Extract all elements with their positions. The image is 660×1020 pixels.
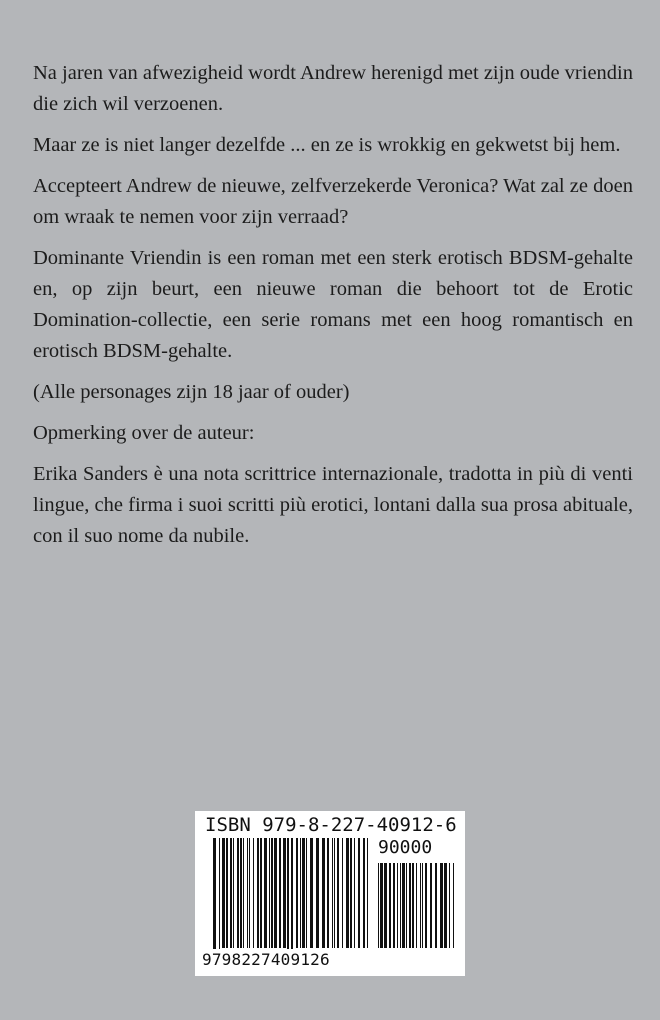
barcode-bar — [393, 863, 395, 948]
barcode-bar — [367, 838, 368, 948]
barcode-bar — [400, 863, 401, 948]
barcode-bar — [237, 838, 239, 948]
barcode-bar — [226, 838, 228, 948]
barcode-bar — [279, 838, 281, 948]
barcode-bar — [274, 838, 277, 948]
barcode-bar — [219, 838, 220, 958]
addon-barcode-bars — [378, 863, 456, 958]
price-code: 90000 — [378, 837, 433, 858]
barcode-bar — [409, 863, 411, 948]
barcode-bar — [435, 863, 437, 948]
barcode-bar — [453, 863, 454, 948]
barcode-bar — [230, 838, 232, 948]
barcode-bar — [260, 838, 262, 948]
author-note: Erika Sanders è una nota scrittrice internazionale, tradotta in più di venti lingue, che firma i suoi scritti più erotici, lontani dalla sua prosa abituale, con il suo nome da nubile. — [33, 463, 633, 547]
barcode-bar — [249, 838, 250, 948]
barcode-bar — [310, 838, 313, 948]
barcode-bar — [222, 838, 225, 948]
barcode-bar — [389, 863, 391, 948]
barcode-bar — [302, 838, 305, 948]
barcode-bar — [402, 863, 405, 948]
barcode-bar — [422, 863, 423, 948]
barcode-bar — [425, 863, 427, 948]
content-notice: (Alle personages zijn 18 jaar of ouder) — [33, 381, 350, 403]
barcode-bar — [397, 863, 398, 948]
barcode-bar — [334, 838, 335, 948]
barcode-bar — [306, 838, 307, 948]
barcode-bar — [253, 838, 254, 948]
barcode-bar — [296, 838, 298, 948]
barcode-bar — [264, 838, 267, 948]
barcode-bar — [350, 838, 352, 948]
author-note-heading: Opmerking over de auteur: — [33, 422, 255, 444]
barcode-bar — [384, 863, 387, 948]
isbn-barcode — [195, 811, 465, 976]
barcode-bar — [327, 838, 329, 948]
ean-digits: 9798227409126 — [202, 950, 330, 969]
blurb-paragraph-4: Dominante Vriendin is een roman met een sterk erotisch BDSM-gehalte en, op zijn beurt, een nieuwe roman die behoort tot de Erotic Domination-collectie, een serie romans met een hoog romantisch en erotisch BDSM-gehalte. — [33, 247, 633, 362]
barcode-bar — [412, 863, 414, 948]
isbn-label: ISBN 979-8-227-40912-6 — [205, 814, 457, 836]
barcode-bar — [420, 863, 421, 948]
barcode-bar — [406, 863, 407, 948]
barcode-bar — [233, 838, 234, 948]
ean-barcode-bars — [213, 838, 371, 958]
blurb-paragraph-1: Na jaren van afwezigheid wordt Andrew herenigd met zijn oude vriendin die zich wil verzoenen. — [33, 62, 633, 115]
barcode-bar — [322, 838, 325, 948]
barcode-bar — [271, 838, 273, 948]
barcode-bar — [291, 838, 293, 958]
barcode-bar — [243, 838, 244, 948]
barcode-bar — [416, 863, 417, 948]
barcode-bar — [287, 838, 289, 958]
blurb-paragraph-2: Maar ze is niet langer dezelfde ... en ze is wrokkig en gekwetst bij hem. — [33, 134, 621, 156]
barcode-bar — [213, 838, 216, 958]
barcode-bar — [358, 838, 360, 948]
barcode-bar — [247, 838, 248, 948]
barcode-bar — [257, 838, 259, 948]
barcode-bar — [449, 863, 450, 948]
barcode-bar — [283, 838, 286, 948]
barcode-bar — [378, 863, 379, 948]
barcode-bar — [342, 838, 343, 948]
barcode-bar — [337, 838, 339, 948]
barcode-bar — [269, 838, 270, 948]
barcode-bar — [430, 863, 432, 948]
barcode-bar — [240, 838, 242, 948]
barcode-bar — [354, 838, 355, 948]
barcode-bar — [363, 838, 365, 948]
barcode-bar — [346, 838, 349, 948]
barcode-bar — [444, 863, 447, 948]
barcode-bar — [440, 863, 443, 948]
barcode-bar — [380, 863, 383, 948]
blurb-text — [33, 58, 633, 562]
barcode-bar — [316, 838, 319, 948]
barcode-bar — [300, 838, 301, 948]
blurb-paragraph-3: Accepteert Andrew de nieuwe, zelfverzekerde Veronica? Wat zal ze doen om wraak te nemen voor zijn verraad? — [33, 175, 633, 228]
barcode-bar — [332, 838, 333, 948]
